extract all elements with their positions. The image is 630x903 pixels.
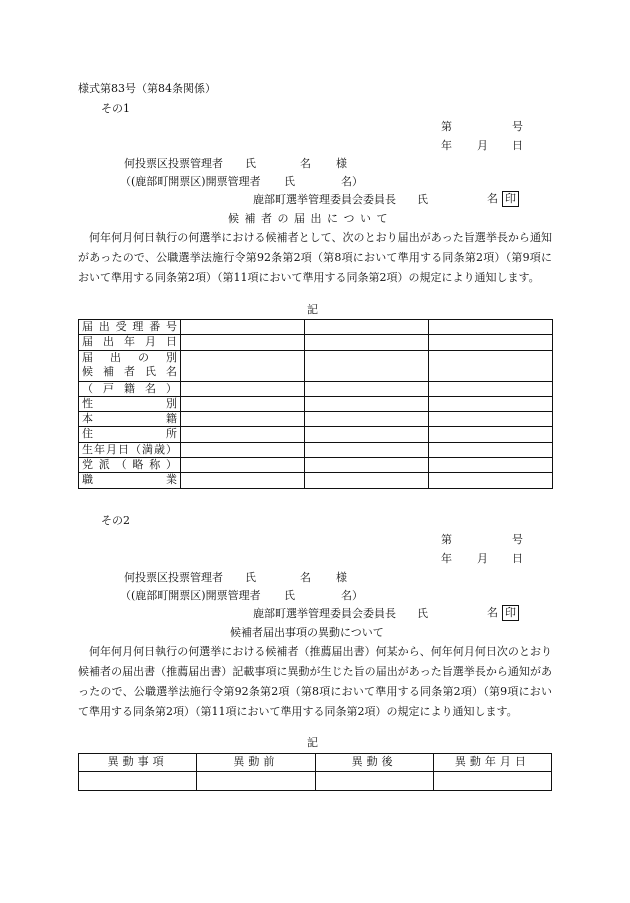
row-label: 本籍: [82, 412, 177, 426]
part1-addressee-1-honorific: 様: [336, 157, 347, 170]
part1-addressee-1-title: 何投票区投票管理者: [124, 157, 223, 170]
row-label: 職業: [82, 473, 177, 487]
part1-number-second: 号: [512, 120, 523, 133]
part1-heading: その1: [101, 102, 130, 115]
row-label: 住所: [82, 427, 177, 441]
row-label: （戸籍名）: [82, 381, 177, 395]
part2-sender-name2: 名 印: [487, 605, 519, 621]
part2-seal: 印: [502, 605, 519, 621]
table-row: [79, 473, 553, 488]
part1-addressee-2-name: 氏: [284, 175, 295, 188]
part1-date-year: 年: [441, 139, 452, 152]
part1-table: [78, 319, 553, 489]
part1-seal: 印: [502, 191, 519, 207]
part2-number-second: 号: [512, 533, 523, 546]
part1-body: 何年何月何日執行の何選挙における候補者として、次のとおり届出があった旨選挙長から通知があったので、公職選挙法施行令第92条第2項（第8項において準用する同条第2項）（第9項において準用する同条第2項）（第11項において準用する同条第2項）の規定により通知します。: [78, 231, 552, 284]
table-row: [79, 381, 553, 396]
part1-sender-name: 氏: [417, 193, 428, 206]
part2-addressee-1-name: 氏: [245, 571, 256, 584]
row-label: 届出受理番号: [82, 320, 177, 333]
part2-sender-title: 鹿部町選挙管理委員会委員長: [253, 607, 396, 620]
part1-date-day: 日: [512, 139, 523, 152]
part2-addressee-1-name2: 名: [300, 571, 311, 584]
part1-addressee-2-title: （(鹿部町開票区)開票管理者: [120, 175, 261, 188]
form-title: 様式第83号（第84条関係）: [78, 82, 216, 95]
part2-table: [78, 753, 552, 791]
table-row: [79, 772, 552, 791]
table-row: [79, 350, 553, 381]
part2-date-year: 年: [441, 552, 452, 565]
part1-number-first: 第: [441, 120, 452, 133]
part1-subject: 候 補 者 の 届 出 に つ い て: [228, 212, 389, 225]
column-header: 異動前: [197, 754, 315, 772]
table-row: [79, 458, 553, 473]
table-row: [79, 396, 553, 411]
part2-addressee-2-name: 氏: [284, 589, 295, 602]
part2-body: 何年何月何日執行の何選挙における候補者（推薦届出書）何某から、何年何月何日次のとおり候補者の届出書（推薦届出書）記載事項に異動が生じた旨の届出があった旨選挙長から通知があったので、公職選挙法施行令第92条第2項（第8項において準用する同条第2項）（第9項において準用する同条第2項）（第11項において準用する同条第2項）の規定により通知します。: [78, 645, 552, 718]
part2-heading: その2: [101, 514, 130, 527]
column-header: 異動年月日: [433, 754, 551, 772]
row-label: 届出年月日: [82, 335, 177, 349]
row-label: 生年月日（満歳）: [82, 442, 177, 456]
part1-addressee-2-name2: 名）: [341, 175, 363, 188]
table-row: [79, 320, 553, 335]
row-label: 届出の別: [82, 350, 177, 364]
part1-date-month: 月: [477, 139, 488, 152]
part1-addressee-1-name: 氏: [245, 157, 256, 170]
part2-addressee-2-name2: 名）: [341, 589, 363, 602]
part2-sender-name: 氏: [417, 607, 428, 620]
table-header-row: [79, 754, 552, 772]
part2-addressee-1-honorific: 様: [336, 571, 347, 584]
part1-sender-title: 鹿部町選挙管理委員会委員長: [253, 193, 396, 206]
part1-sender-name2: 名 印: [487, 191, 519, 207]
part2-date-day: 日: [512, 552, 523, 565]
row-label: 党派（略称）: [82, 458, 177, 472]
part2-ki: 記: [307, 736, 318, 749]
row-label: 性別: [82, 396, 177, 410]
part2-addressee-1-title: 何投票区投票管理者: [124, 571, 223, 584]
table-row: [79, 412, 553, 427]
part1-addressee-1-name2: 名: [300, 157, 311, 170]
row-label: 候補者氏名: [82, 364, 177, 378]
table-row: [79, 335, 553, 350]
part1-ki: 記: [307, 303, 318, 316]
part2-addressee-2-title: （(鹿部町開票区)開票管理者: [120, 589, 261, 602]
part2-date-month: 月: [477, 552, 488, 565]
table-row: [79, 427, 553, 442]
part2-subject: 候補者届出事項の異動について: [230, 626, 384, 639]
part2-number-first: 第: [441, 533, 452, 546]
column-header: 異動後: [315, 754, 433, 772]
table-row: [79, 442, 553, 457]
column-header: 異動事項: [79, 754, 197, 772]
